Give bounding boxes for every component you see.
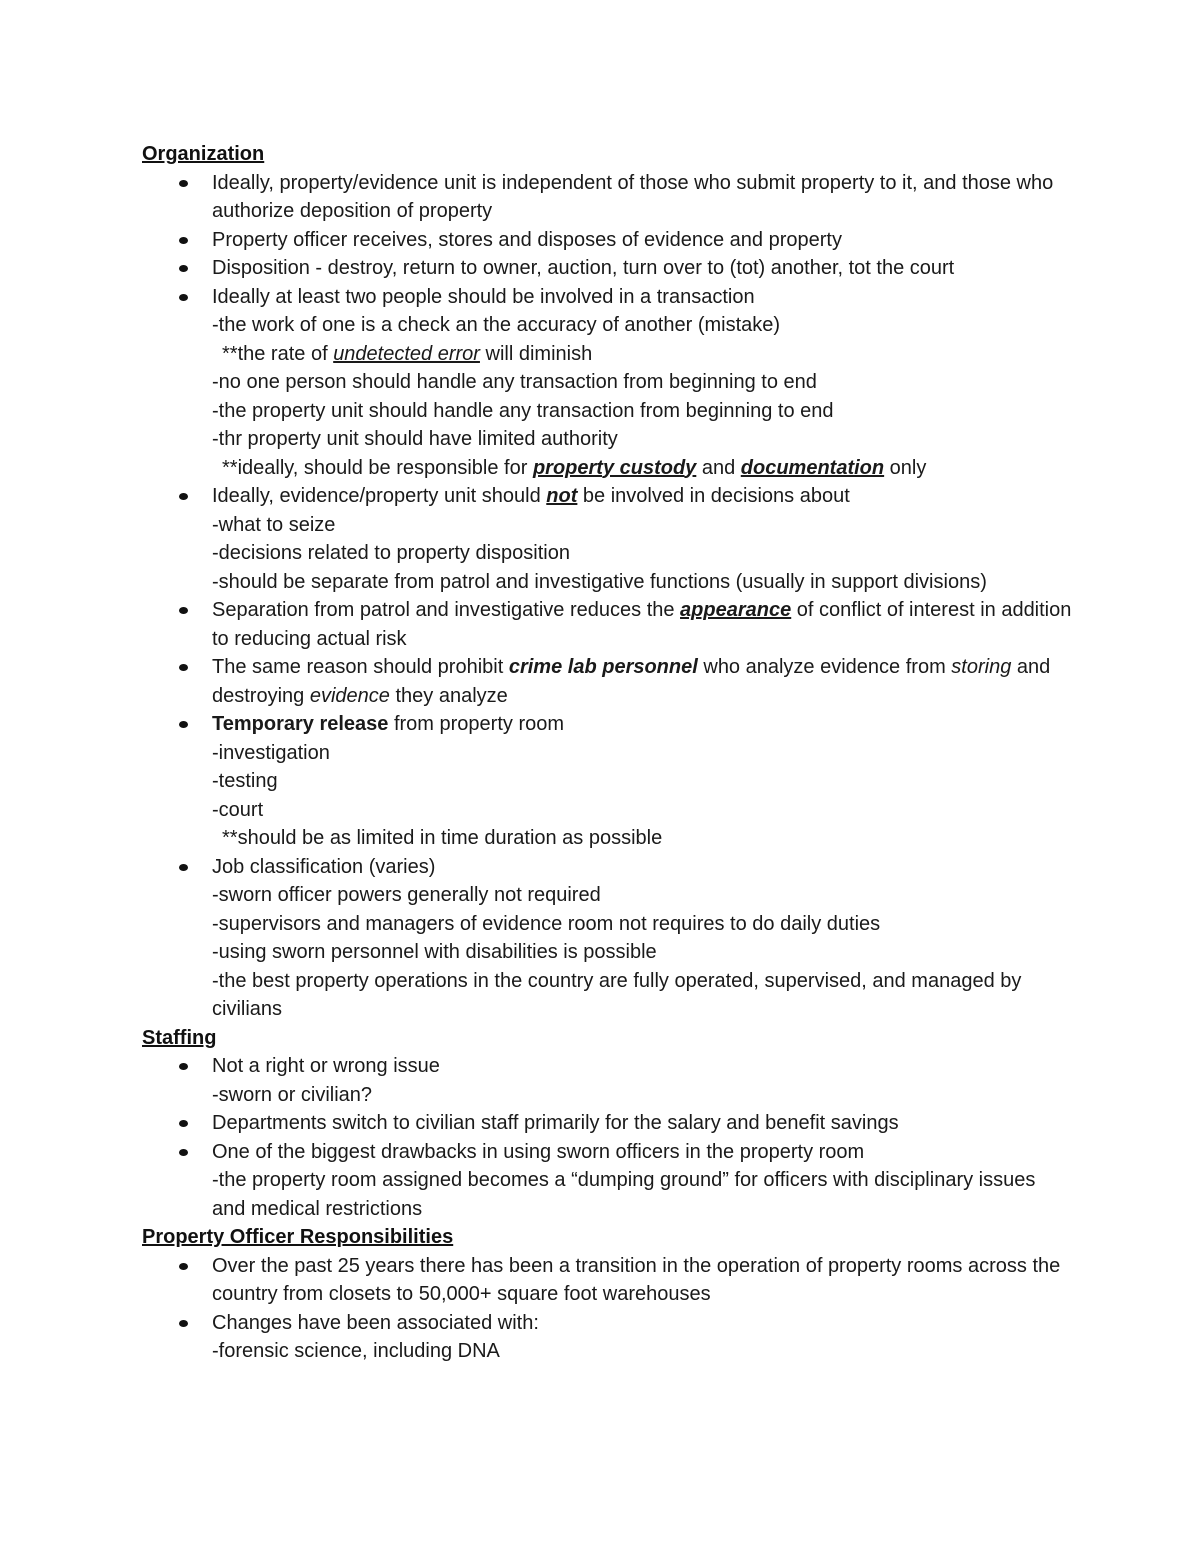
document-page bbox=[142, 140, 1072, 1366]
list-item-text: Ideally, property/evidence unit is independent of those who submit property to it, and those who authorize deposition of property bbox=[212, 171, 1054, 222]
sub-line: -the property room assigned becomes a “dumping ground” for officers with disciplinary issues and medical restrictions bbox=[212, 1169, 1036, 1220]
list-item bbox=[142, 169, 1072, 226]
list-item-text: Disposition - destroy, return to owner, auction, turn over to (tot) another, tot the court bbox=[212, 257, 955, 279]
list-item bbox=[142, 653, 1072, 710]
emphasis-text: appearance bbox=[680, 599, 792, 621]
sub-line: -sworn officer powers generally not required bbox=[212, 884, 601, 906]
list-item bbox=[142, 226, 1072, 255]
list-item-text: Changes have been associated with: bbox=[212, 1311, 539, 1334]
list-item bbox=[142, 710, 1072, 739]
list-item-text: Property officer receives, stores and disposes of evidence and property bbox=[212, 228, 842, 251]
italic-text: storing bbox=[951, 656, 1012, 678]
sub-line: -the work of one is a check an the accuracy of another (mistake) bbox=[212, 314, 781, 336]
sub-line: -decisions related to property disposition bbox=[212, 542, 570, 564]
list-item-text: Job classification (varies) bbox=[212, 855, 436, 878]
sub-line: -thr property unit should have limited authority bbox=[212, 428, 618, 450]
text-run: they analyze bbox=[389, 684, 508, 707]
text-run: who analyze evidence from bbox=[697, 656, 952, 678]
list-item bbox=[142, 596, 1072, 653]
text-run: Ideally, evidence/property unit should bbox=[212, 485, 547, 507]
sub-line: -should be separate from patrol and investigative functions (usually in support divisions) bbox=[212, 570, 987, 593]
list-item bbox=[142, 1252, 1072, 1309]
text-run: **the rate of bbox=[222, 342, 334, 365]
list-item-text: Departments switch to civilian staff primarily for the salary and benefit savings bbox=[212, 1112, 899, 1134]
sub-line: -sworn or civilian? bbox=[212, 1083, 373, 1106]
list-item bbox=[142, 482, 1072, 511]
sub-line: -the best property operations in the country are fully operated, supervised, and managed by civilians bbox=[212, 969, 1022, 1020]
section-heading-staffing: Staffing bbox=[142, 1026, 217, 1049]
list-item bbox=[142, 1309, 1072, 1338]
sub-line: -no one person should handle any transaction from beginning to end bbox=[212, 371, 817, 393]
emphasis-text: undetected error bbox=[333, 342, 480, 365]
list-item-text: Over the past 25 years there has been a transition in the operation of property rooms across the country from closets to 50,000+ square foot warehouses bbox=[212, 1254, 1061, 1305]
list-item bbox=[142, 853, 1072, 882]
list-item-text: Not a right or wrong issue bbox=[212, 1055, 440, 1077]
emphasis-text: property custody bbox=[532, 456, 697, 479]
sub-line: -what to seize bbox=[212, 513, 336, 536]
text-run: be involved in decisions about bbox=[577, 485, 850, 507]
text-run: will diminish bbox=[479, 342, 593, 365]
emphasis-text: documentation bbox=[740, 456, 885, 479]
list-item-text: One of the biggest drawbacks in using sworn officers in the property room bbox=[212, 1140, 865, 1163]
sub-line: -the property unit should handle any transaction from beginning to end bbox=[212, 399, 834, 422]
text-run: only bbox=[884, 456, 927, 479]
section-heading-responsibilities: Property Officer Responsibilities bbox=[142, 1226, 454, 1248]
text-run: of conflict of interest in addition to reducing actual risk bbox=[212, 599, 1072, 650]
sub-note bbox=[142, 340, 1072, 369]
list-item bbox=[142, 254, 1072, 283]
sub-line: -supervisors and managers of evidence room not requires to do daily duties bbox=[212, 912, 881, 935]
emphasis-text: not bbox=[546, 485, 578, 507]
text-run: Separation from patrol and investigative reduces the bbox=[212, 599, 681, 621]
sub-line: -forensic science, including DNA bbox=[212, 1340, 500, 1362]
sub-line: -court bbox=[212, 798, 264, 821]
list-item-text: Ideally at least two people should be involved in a transaction bbox=[212, 285, 755, 308]
text-run: **ideally, should be responsible for bbox=[222, 456, 533, 479]
sub-line: -investigation bbox=[212, 741, 330, 764]
list-item bbox=[142, 1052, 1072, 1081]
section-heading-organization: Organization bbox=[142, 143, 265, 165]
bold-text: Temporary release bbox=[212, 713, 389, 735]
sub-line: -using sworn personnel with disabilities is possible bbox=[212, 941, 657, 963]
list-item bbox=[142, 283, 1072, 312]
italic-text: evidence bbox=[309, 684, 390, 707]
list-item bbox=[142, 1138, 1072, 1167]
text-run: The same reason should prohibit bbox=[212, 656, 509, 678]
text-run: and bbox=[696, 456, 741, 479]
list-item bbox=[142, 1109, 1072, 1138]
text-run: and destroying bbox=[212, 656, 1051, 707]
sub-line: -testing bbox=[212, 770, 278, 792]
sub-note: **should be as limited in time duration as possible bbox=[222, 827, 663, 849]
sub-note bbox=[142, 454, 1072, 483]
text-run: from property room bbox=[388, 713, 565, 735]
emphasis-text: crime lab personnel bbox=[508, 656, 698, 678]
